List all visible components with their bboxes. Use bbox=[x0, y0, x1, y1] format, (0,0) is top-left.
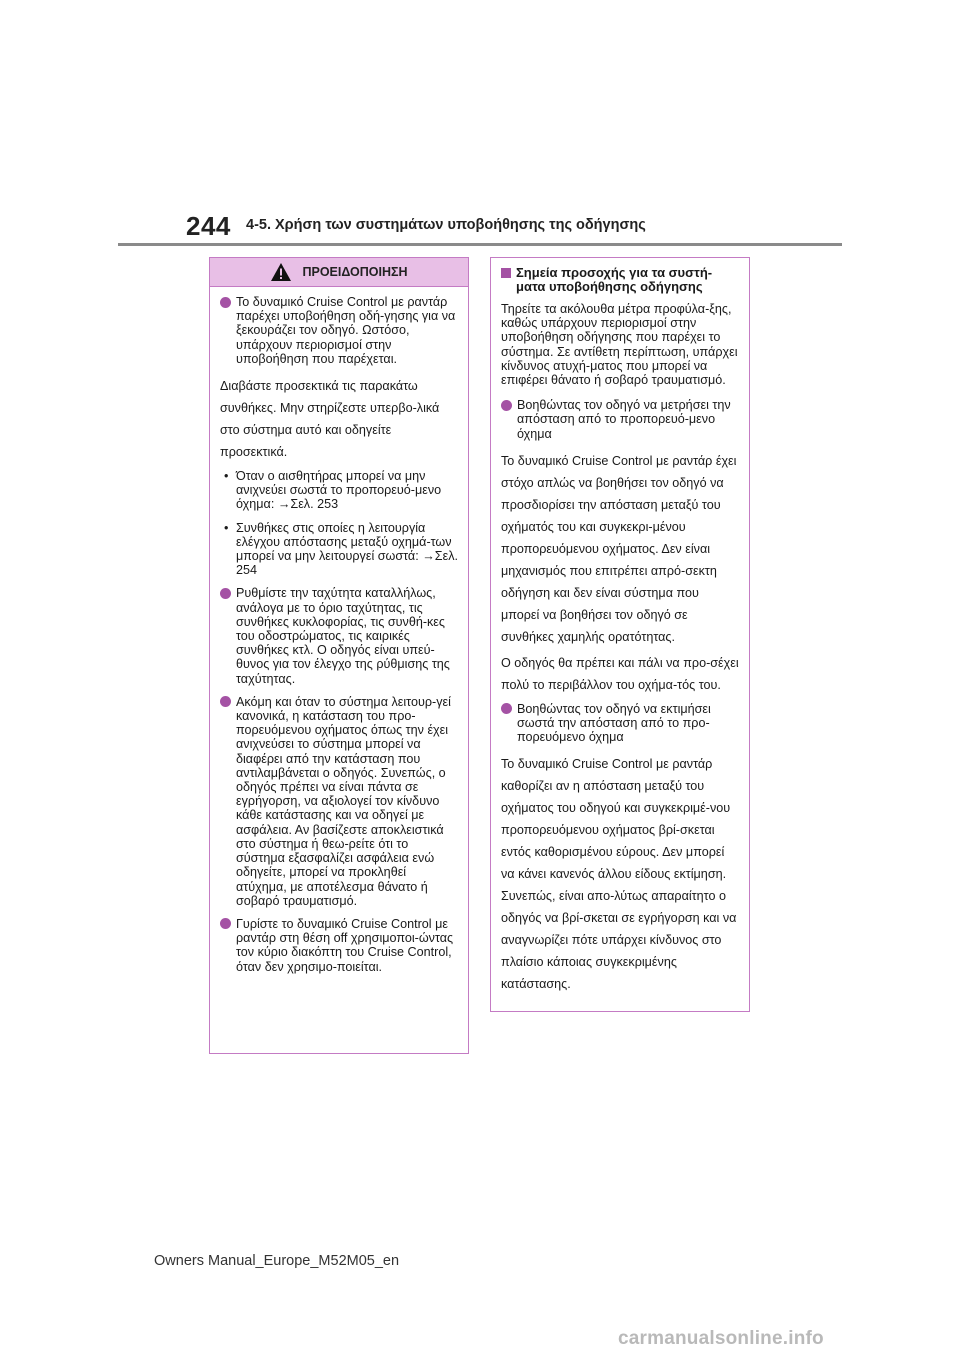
section-square-icon bbox=[501, 268, 511, 278]
notes-bullet-2 bbox=[501, 702, 739, 745]
watermark: carmanualsonline.info bbox=[618, 1328, 824, 1349]
warning-content bbox=[210, 287, 468, 974]
warning-sub-item-1 bbox=[224, 469, 458, 512]
notes-bullet-text: Βοηθώντας τον οδηγό να εκτιμήσει σωστά την απόσταση από το προ-πορευόμενο όχημα bbox=[517, 701, 711, 745]
footer-text: Owners Manual_Europe_M52M05_en bbox=[154, 1253, 400, 1269]
warning-box bbox=[209, 257, 469, 1054]
warning-sub-text: Όταν ο αισθητήρας μπορεί να μην ανιχνεύει σωστά το προπορευό-μενο όχημα: →Σελ. 253 bbox=[236, 469, 442, 512]
notes-bullet-text: Βοηθώντας τον οδηγό να μετρήσει την απόσταση από το προπορευό-μενο όχημα bbox=[517, 398, 731, 441]
warning-triangle-icon bbox=[270, 262, 292, 282]
bullet-dot-icon bbox=[220, 918, 231, 929]
warning-bullet-1 bbox=[220, 295, 458, 366]
notes-bullet-1 bbox=[501, 398, 739, 441]
warning-heading: ΠΡΟΕΙΔΟΠΟΙΗΣΗ bbox=[302, 265, 408, 279]
bullet-dot-icon bbox=[220, 696, 231, 707]
page-number: 244 bbox=[186, 211, 231, 241]
notes-paragraph-1: Το δυναμικό Cruise Control με ραντάρ έχει στόχο απλώς να βοηθήσει τον οδηγό να προσδιορίσει την απόσταση μεταξύ του οχήματός του και συγκεκρι-μένου προπορευόμενου οχήματος. Δεν είναι μηχανισμός που επιτρέπει απρό-σεκτη οδήγηση και δεν είναι σύστημα που μπορεί να βοηθήσει τον οδηγό σε συνθήκες χαμηλής ορατότητας. bbox=[501, 453, 737, 644]
notes-paragraph-2: Ο οδηγός θα πρέπει και πάλι να προ-σέχει πολύ το περιβάλλον του οχήμα-τός του. bbox=[501, 655, 739, 692]
warning-bullet-text: Ρυθμίστε την ταχύτητα καταλλήλως, ανάλογα με το όριο ταχύτητας, τις συνθήκες κυκλοφορίας, τις συνθή-κες του οδοστρώματος, τις καιρικές συνθήκες κτλ. Ο οδηγός είναι υπεύ-θυνος για τον έλεγχο της ρύθμισης της ταχύτητας. bbox=[236, 586, 450, 686]
warning-bullet-text: Γυρίστε το δυναμικό Cruise Control με ραντάρ στη θέση off χρησιμοποι-ώντας τον κύριο διακόπτη του Cruise Control, όταν δεν χρησιμο-ποιείται. bbox=[236, 916, 454, 974]
page-header bbox=[0, 0, 960, 250]
notes-title-text: Σημεία προσοχής για τα συστή-ματα υποβοήθησης οδήγησης bbox=[516, 265, 713, 294]
warning-sub-text: Συνθήκες στις οποίες η λειτουργία ελέγχου απόστασης μεταξύ οχημά-των μπορεί να μην λειτουργεί σωστά: →Σελ. 254 bbox=[236, 520, 458, 578]
bullet-dot-icon bbox=[501, 703, 512, 714]
notes-box bbox=[490, 257, 750, 1012]
warning-bullet-text: Ακόμη και όταν το σύστημα λειτουρ-γεί κανονικά, η κατάσταση του προ-πορευόμενου οχήματος όπως την έχει ανιχνεύσει το σύστημα μπορεί να διαφέρει από την κατάσταση που αντιλαμβάνεται ο οδηγός. Συνεπώς, ο οδηγός πρέπει να είναι πάντα σε εγρήγορση, να αξιολογεί τον κίνδυνο κάθε κατάστασης και να οδηγεί με ασφάλεια. Αν βασίζεστε αποκλειστικά στο σύστημα ή θεω-ρείτε ότι το σύστημα εξασφαλίζει ασφάλεια ενώ οδηγείτε, μπορεί να προκληθεί ατύχημα, με αποτέλεσμα θάνατο ή σοβαρό τραυματισμό. bbox=[236, 694, 451, 908]
warning-bullet-2 bbox=[220, 586, 458, 685]
notes-content bbox=[491, 258, 749, 995]
warning-header bbox=[210, 258, 468, 287]
notes-intro: Τηρείτε τα ακόλουθα μέτρα προφύλα-ξης, καθώς υπάρχουν περιορισμοί στην υποβοήθηση οδήγησης που παρέχει το σύστημα. Σε αντίθετη περίπτωση, υπάρχει κίνδυνος ατυχή-ματος που μπορεί να επιφέρει θάνατο ή σοβαρό τραυματισμό. bbox=[501, 302, 738, 388]
notes-paragraph-3: Το δυναμικό Cruise Control με ραντάρ καθορίζει αν η απόσταση μεταξύ του οχήματος του οδηγού και συγκεκριμέ-νου προπορευόμενου οχήματος βρί-σκεται εντός καθορισμένου εύρους. Δεν μπορεί να κάνει κανενός άλλου είδους εκτίμηση. Συνεπώς, είναι απο-λύτως απαραίτητο ο οδηγός να βρί-σκεται σε εγρήγορση και να αναγνωρίζει πότε υπάρχει κίνδυνος στο πλαίσιο κάποιας συγκεκριμένης κατάστασης. bbox=[501, 757, 737, 992]
warning-bullet-text: Το δυναμικό Cruise Control με ραντάρ παρέχει υποβοήθηση οδή-γησης για να ξεκουράζει τον οδηγό. Ωστόσο, υπάρχουν περιορισμοί στην υποβοήθηση που παρέχεται. bbox=[236, 295, 456, 366]
sub-bullet-marker: • bbox=[224, 520, 229, 535]
header-rule bbox=[118, 243, 842, 246]
section-title: 4-5. Χρήση των συστημάτων υποβοήθησης της οδήγησης bbox=[246, 217, 646, 233]
sub-bullet-marker: • bbox=[224, 469, 229, 484]
warning-bullet-4 bbox=[220, 917, 458, 974]
bullet-dot-icon bbox=[220, 297, 231, 308]
notes-title bbox=[501, 266, 739, 294]
warning-paragraph: Διαβάστε προσεκτικά τις παρακάτω συνθήκες. Μην στηρίζεστε υπερβο-λικά στο σύστημα αυτό και οδηγείτε προσεκτικά. bbox=[220, 379, 440, 460]
bullet-dot-icon bbox=[501, 400, 512, 411]
warning-bullet-3 bbox=[220, 695, 458, 908]
bullet-dot-icon bbox=[220, 588, 231, 599]
warning-sub-item-2 bbox=[224, 521, 458, 578]
